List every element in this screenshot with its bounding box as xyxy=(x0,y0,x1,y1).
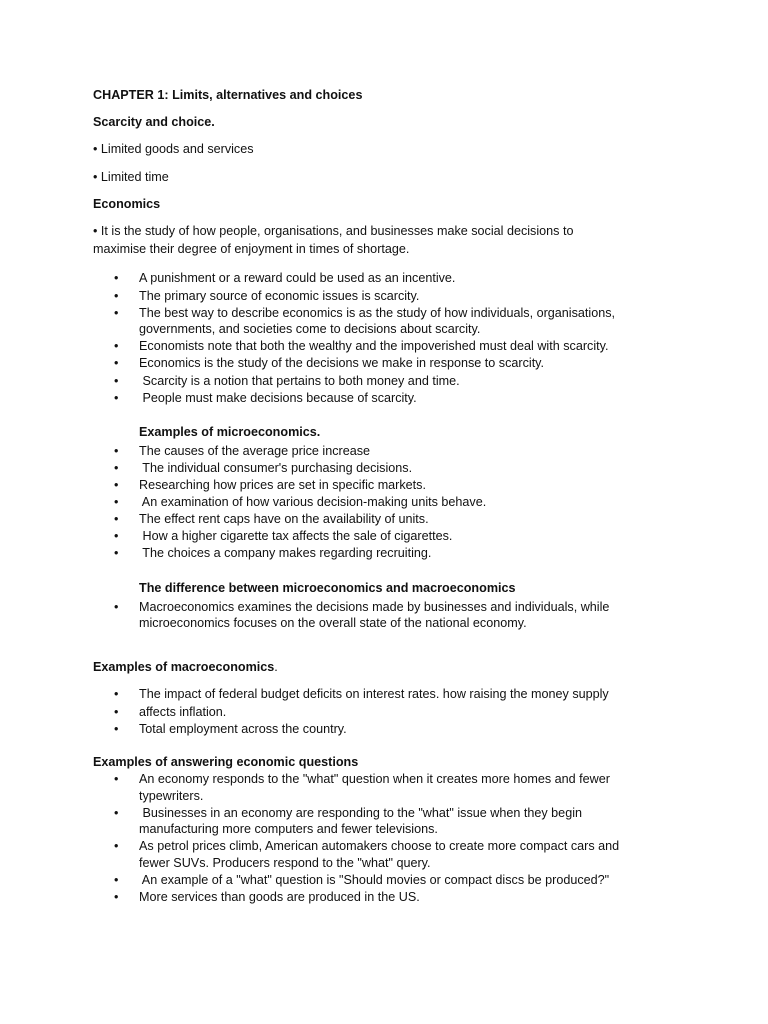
bullet-marker: • xyxy=(114,600,119,614)
list-item-text: An economy responds to the "what" question when it creates more homes and fewer xyxy=(139,772,610,786)
list-item-text: The individual consumer's purchasing decisions. xyxy=(139,461,413,475)
list-item-text: Economists note that both the wealthy and the impoverished must deal with scarcity. xyxy=(139,339,609,353)
bullet-marker: • xyxy=(114,705,119,719)
macro-heading-suffix: . xyxy=(274,660,278,674)
list-item-text: The impact of federal budget deficits on interest rates. how raising the money supply xyxy=(139,687,609,701)
bullet-marker: • xyxy=(114,444,119,458)
bullet-marker: • xyxy=(114,839,119,853)
bullet-marker: • xyxy=(114,806,119,820)
questions-heading: Examples of answering economic questions xyxy=(93,755,359,769)
micro-heading: Examples of microeconomics. xyxy=(139,425,321,439)
list-item-text: Total employment across the country. xyxy=(139,722,347,736)
bullet-marker: • xyxy=(114,512,119,526)
list-item-text: The primary source of economic issues is scarcity. xyxy=(139,289,420,303)
list-item-text-continued: typewriters. xyxy=(139,789,204,803)
bullet-marker: • xyxy=(114,374,119,388)
list-item-text: A punishment or a reward could be used as an incentive. xyxy=(139,271,456,285)
scarcity-item: • Limited goods and services xyxy=(93,142,254,156)
difference-heading: The difference between microeconomics and macroeconomics xyxy=(139,581,516,595)
list-item-text-continued: manufacturing more computers and fewer televisions. xyxy=(139,822,438,836)
list-item-text: More services than goods are produced in the US. xyxy=(139,890,420,904)
bullet-marker: • xyxy=(114,529,119,543)
list-item-text: An example of a "what" question is "Should movies or compact discs be produced?" xyxy=(139,873,610,887)
bullet-marker: • xyxy=(114,873,119,887)
list-item-text: An examination of how various decision-making units behave. xyxy=(139,495,487,509)
list-item-text: The causes of the average price increase xyxy=(139,444,371,458)
economics-definition-line: • It is the study of how people, organisations, and businesses make social decisions to xyxy=(93,224,574,238)
list-item-text: As petrol prices climb, American automakers choose to create more compact cars and xyxy=(139,839,620,853)
bullet-marker: • xyxy=(114,356,119,370)
scarcity-item: • Limited time xyxy=(93,170,169,184)
list-item-text: Researching how prices are set in specific markets. xyxy=(139,478,426,492)
bullet-marker: • xyxy=(114,772,119,786)
chapter-title: CHAPTER 1: Limits, alternatives and choices xyxy=(93,88,363,102)
list-item-text: Economics is the study of the decisions we make in response to scarcity. xyxy=(139,356,545,370)
list-item-text-continued: governments, and societies come to decisions about scarcity. xyxy=(139,322,481,336)
list-item-text: People must make decisions because of scarcity. xyxy=(139,391,417,405)
list-item-text: affects inflation. xyxy=(139,705,227,719)
list-item-text: Businesses in an economy are responding to the "what" issue when they begin xyxy=(139,806,582,820)
list-item-text-continued: microeconomics focuses on the overall state of the national economy. xyxy=(139,616,527,630)
bullet-marker: • xyxy=(114,289,119,303)
list-item-text: Macroeconomics examines the decisions made by businesses and individuals, while xyxy=(139,600,610,614)
scarcity-heading: Scarcity and choice. xyxy=(93,115,215,129)
bullet-marker: • xyxy=(114,495,119,509)
list-item-text: The effect rent caps have on the availability of units. xyxy=(139,512,429,526)
list-item-text-continued: fewer SUVs. Producers respond to the "what" query. xyxy=(139,856,431,870)
list-item-text: The choices a company makes regarding recruiting. xyxy=(139,546,432,560)
bullet-marker: • xyxy=(114,546,119,560)
list-item-text: The best way to describe economics is as the study of how individuals, organisations, xyxy=(139,306,616,320)
macro-heading-text: Examples of macroeconomics xyxy=(93,660,275,674)
bullet-marker: • xyxy=(114,339,119,353)
economics-heading: Economics xyxy=(93,197,161,211)
macro-heading xyxy=(93,659,278,676)
list-item-text: How a higher cigarette tax affects the sale of cigarettes. xyxy=(139,529,453,543)
bullet-marker: • xyxy=(114,461,119,475)
bullet-marker: • xyxy=(114,306,119,320)
bullet-marker: • xyxy=(114,687,119,701)
economics-definition-line: maximise their degree of enjoyment in times of shortage. xyxy=(93,242,410,256)
bullet-marker: • xyxy=(114,890,119,904)
bullet-marker: • xyxy=(114,271,119,285)
bullet-marker: • xyxy=(114,391,119,405)
bullet-marker: • xyxy=(114,478,119,492)
bullet-marker: • xyxy=(114,722,119,736)
list-item-text: Scarcity is a notion that pertains to both money and time. xyxy=(139,374,460,388)
